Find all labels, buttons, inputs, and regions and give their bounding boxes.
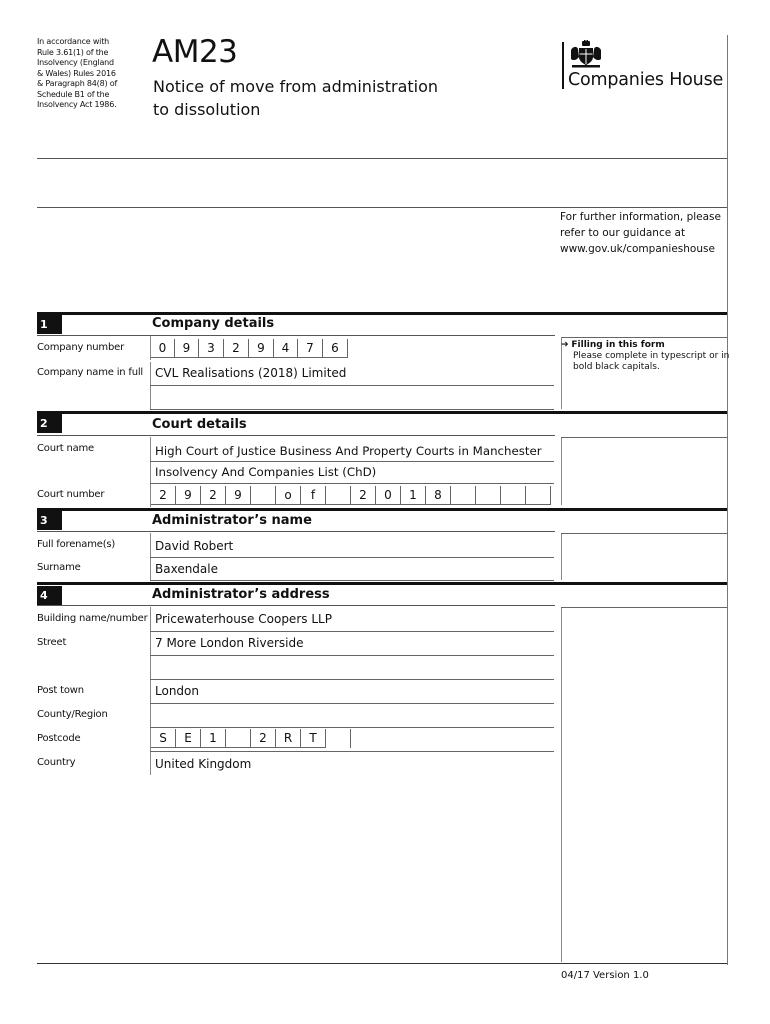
- court-name-field[interactable]: High Court of Justice Business And Property Courts in Manchester: [155, 444, 542, 458]
- char-box[interactable]: 9: [226, 486, 251, 505]
- page-right-border: [727, 35, 728, 965]
- form-code: AM23: [152, 34, 238, 70]
- field-underline: [150, 751, 554, 752]
- field-underline: [150, 655, 554, 656]
- filling-form-note: [561, 340, 731, 373]
- char-box[interactable]: 1: [401, 486, 426, 505]
- field-underline: [150, 409, 554, 410]
- postcode-label: Postcode: [37, 733, 81, 744]
- field-underline: [150, 557, 554, 558]
- form-title-line: Notice of move from administration: [153, 77, 439, 96]
- legal-line: & Paragraph 84(8) of: [37, 79, 118, 88]
- field-divider: [150, 607, 151, 775]
- char-box[interactable]: [226, 729, 251, 748]
- char-box[interactable]: [451, 486, 476, 505]
- char-box[interactable]: f: [301, 486, 326, 505]
- street-field-line2[interactable]: [155, 659, 555, 677]
- company-name-field-line2[interactable]: [155, 389, 555, 407]
- field-underline: [150, 483, 554, 484]
- post-town-label: Post town: [37, 685, 84, 696]
- field-underline: [150, 631, 554, 632]
- legal-line: Insolvency Act 1986.: [37, 100, 117, 109]
- company-name-field[interactable]: CVL Realisations (2018) Limited: [155, 366, 347, 380]
- side-box-border: [561, 607, 562, 962]
- char-box[interactable]: 6: [323, 339, 348, 358]
- char-box-end: [326, 729, 351, 748]
- char-box[interactable]: 7: [298, 339, 323, 358]
- section-number: 1: [37, 315, 62, 334]
- footer-rule: [37, 963, 727, 964]
- field-underline: [150, 580, 554, 581]
- section-rule: [37, 508, 727, 511]
- country-field[interactable]: United Kingdom: [155, 757, 252, 771]
- section-number: 4: [37, 586, 62, 605]
- company-name-label: Company name in full: [37, 367, 144, 378]
- companies-house-logo-text: Companies House: [568, 70, 724, 90]
- char-box[interactable]: 1: [201, 729, 226, 748]
- char-box[interactable]: T: [301, 729, 326, 748]
- guidance-line: refer to our guidance at: [560, 227, 686, 239]
- char-box[interactable]: o: [276, 486, 301, 505]
- note-line: bold black capitals.: [573, 362, 660, 372]
- char-box[interactable]: 3: [199, 339, 224, 358]
- street-field[interactable]: 7 More London Riverside: [155, 636, 304, 650]
- legal-line: & Wales) Rules 2016: [37, 68, 116, 78]
- side-box-rule: [561, 437, 727, 438]
- char-box[interactable]: 2: [251, 729, 276, 748]
- char-box[interactable]: [326, 486, 351, 505]
- field-underline: [150, 461, 554, 462]
- header-rule: [37, 158, 727, 159]
- section-rule: [37, 582, 727, 585]
- building-field[interactable]: Pricewaterhouse Coopers LLP: [155, 612, 332, 626]
- section-rule: [37, 411, 727, 414]
- char-box[interactable]: 0: [376, 486, 401, 505]
- legal-line: Rule 3.61(1) of the: [37, 47, 109, 57]
- guidance-line: www.gov.uk/companieshouse: [560, 243, 715, 255]
- country-label: Country: [37, 757, 76, 768]
- royal-crest-icon: [568, 40, 604, 68]
- field-divider: [150, 362, 151, 410]
- char-box[interactable]: [251, 486, 276, 505]
- char-box[interactable]: 9: [249, 339, 274, 358]
- form-title: [153, 75, 438, 121]
- side-note-rule: [561, 337, 727, 338]
- forename-label: Full forename(s): [37, 539, 116, 550]
- guidance-note: [560, 209, 730, 257]
- county-field[interactable]: [155, 708, 555, 726]
- char-box[interactable]: 2: [224, 339, 249, 358]
- field-underline: [150, 703, 554, 704]
- char-box[interactable]: 0: [151, 339, 175, 358]
- char-box[interactable]: 9: [175, 339, 199, 358]
- note-line: Please complete in typescript or in: [573, 351, 730, 361]
- legal-line: In accordance with: [37, 37, 110, 46]
- arrow-right-icon: ➔: [561, 340, 572, 350]
- legal-basis-text: [37, 37, 137, 111]
- char-box[interactable]: [476, 486, 501, 505]
- side-box-border: [561, 533, 562, 580]
- building-label: Building name/number: [37, 613, 148, 624]
- char-box[interactable]: [526, 486, 551, 505]
- field-underline: [150, 385, 554, 386]
- court-name-field-line2[interactable]: Insolvency And Companies List (ChD): [155, 465, 377, 479]
- court-number-label: Court number: [37, 489, 105, 500]
- surname-field[interactable]: Baxendale: [155, 562, 218, 576]
- form-title-line: to dissolution: [153, 100, 261, 119]
- section-underline: [37, 335, 555, 336]
- surname-label: Surname: [37, 562, 81, 573]
- field-underline: [150, 727, 554, 728]
- section-underline: [37, 531, 555, 532]
- post-town-field[interactable]: London: [155, 684, 199, 698]
- header-rule: [37, 207, 727, 208]
- char-box[interactable]: 8: [426, 486, 451, 505]
- logo-divider: [562, 42, 564, 89]
- section-underline: [37, 605, 555, 606]
- court-name-label: Court name: [37, 443, 95, 454]
- char-box[interactable]: R: [276, 729, 301, 748]
- section-rule: [37, 312, 727, 315]
- note-title: Filling in this form: [571, 340, 665, 350]
- char-box[interactable]: S: [151, 729, 176, 748]
- street-label: Street: [37, 637, 67, 648]
- section-number: 2: [37, 414, 62, 433]
- char-box[interactable]: E: [176, 729, 201, 748]
- section-title: Administrator’s address: [152, 587, 330, 602]
- legal-line: Schedule B1 of the: [37, 89, 110, 99]
- guidance-line: For further information, please: [560, 211, 721, 223]
- section-title: Company details: [152, 316, 275, 331]
- forename-field[interactable]: David Robert: [155, 539, 234, 553]
- company-number-label: Company number: [37, 342, 124, 353]
- char-box[interactable]: [501, 486, 526, 505]
- char-box[interactable]: 2: [351, 486, 376, 505]
- legal-line: Insolvency (England: [37, 58, 114, 67]
- field-underline: [150, 679, 554, 680]
- char-box[interactable]: 2: [201, 486, 226, 505]
- section-number: 3: [37, 511, 62, 530]
- side-box-rule: [561, 533, 727, 534]
- char-box[interactable]: 2: [151, 486, 176, 505]
- side-box-border: [561, 437, 562, 505]
- section-underline: [37, 435, 555, 436]
- county-label: County/Region: [37, 709, 108, 720]
- side-box-rule: [561, 607, 727, 608]
- section-title: Administrator’s name: [152, 513, 312, 528]
- char-box[interactable]: 4: [274, 339, 298, 358]
- version-label: 04/17 Version 1.0: [561, 970, 649, 981]
- section-title: Court details: [152, 417, 247, 432]
- char-box[interactable]: 9: [176, 486, 201, 505]
